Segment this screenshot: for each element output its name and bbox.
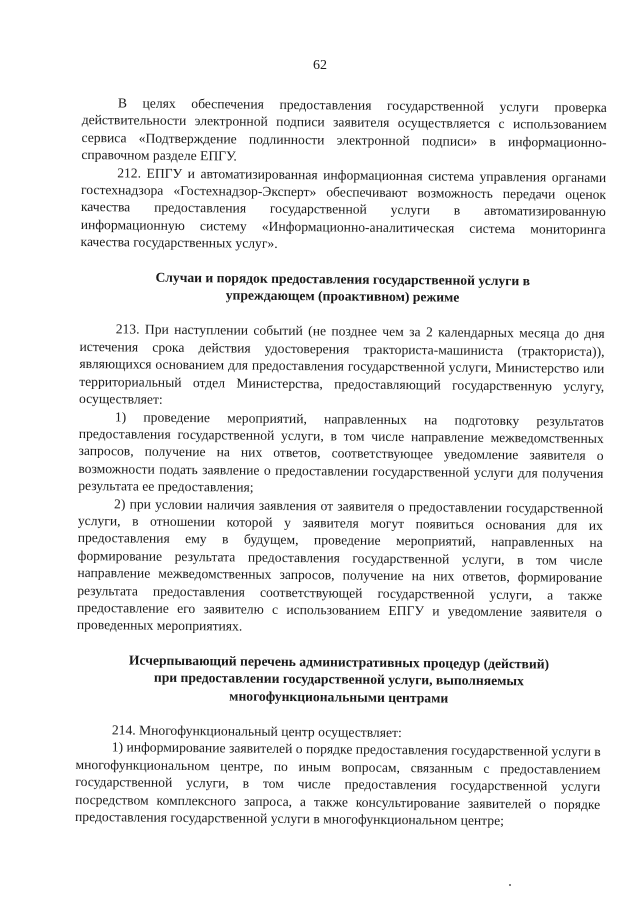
- paragraph-213-item-2: 2) при условии наличия заявления от заявителя о предоставлении государственной услуги, в отношении которой у заявителя могут появиться основания для их предоставления ему в будущем, проведение мероприятий, направленных на формирование результата предоставления государственной услуги, в том числе направление межведомственных запросов, получение на них ответов, формирование результата предоставления соответствующей государственной услуги, а также предоставление его заявителю с использованием ЕПГУ и уведомление заявителя о проведенных мероприятиях.: [76, 495, 604, 634]
- paragraph-214: 214. Многофункциональный центр осуществляет:: [111, 722, 402, 741]
- section-heading-mfc: Исчерпывающий перечень административных процедур (действий) при предоставлении государственной услуги, выполняемых многофункциональными центрами: [128, 652, 550, 706]
- page-content: [75, 94, 607, 830]
- paragraph-213: 213. При наступлении событий (не позднее чем за 2 календарных месяца до дня истечения срока действия удостоверения тракториста-машиниста (тракториста)), являющихся основанием для предоставления государственной услуги, Министерство или территориальный отдел Министерства, предоставляющий государственную услугу, осуществляет:: [79, 321, 605, 407]
- scan-speck: [509, 884, 511, 886]
- section-heading-proactive: Случаи и порядок предоставления государственной услуги в упреждающем (проактивном) режиме: [155, 269, 531, 305]
- paragraph-signature-check: В целях обеспечения предоставления государственной услуги проверка действительности электронной подписи заявителя осуществляется с использованием сервиса «Подтверждение подлинности электронной подписи» в информационно-справочном разделе ЕПГУ.: [81, 95, 607, 164]
- paragraph-213-item-1: 1) проведение мероприятий, направленных на подготовку результатов предоставления государственной услуги, в том числе направление межведомственных запросов, получение на них ответов, соответствующее уведомление заявителя о возможности подать заявление о предоставлении государственной услуги для получения результата ее предоставления;: [78, 408, 604, 495]
- paragraph-212: 212. ЕПГУ и автоматизированная информационная система управления органами гостехнадзора «Гостехнадзор-Эксперт» обеспечивают возможность передачи оценок качества предоставления государственной услуги в автоматизированную информационную систему «Информационно-аналитическая система мониторинга качества государственных услуг».: [80, 164, 607, 252]
- page-number: 62: [313, 58, 327, 73]
- paragraph-214-item-1: 1) информирование заявителей о порядке предоставления государственной услуги в многофункциональном центре, по иным вопросам, связанным с предоставлением государственной услуги, в том числе предоставления государственной услуги посредством комплексного запроса, а также консультирование заявителей о порядке предоставления государственной услуги в многофункциональном центре;: [74, 739, 601, 829]
